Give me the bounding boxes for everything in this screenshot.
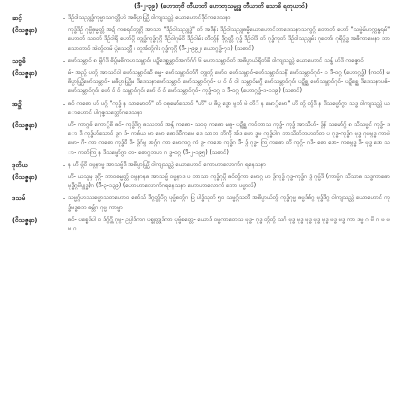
entry-label: (ဝိသဇ္ဇနာ) [12, 173, 38, 182]
entry-separator: - [62, 56, 66, 65]
document-heading: (ဒီ-၂-၃၉) (ဟောတုဗိ တီယာတိ ဟောတုသမ္မုဒ္ဓ တီယာတိ သောဓိ ရတုယာဝ်) [134, 3, 308, 10]
entry-1 [12, 14, 390, 23]
entry-separator: - [62, 14, 66, 22]
entry-separator: - [62, 160, 66, 169]
entry-8 [12, 173, 390, 191]
entry-separator: - [62, 99, 66, 108]
entry-label: (ဝိသဇ္ဇနာ) [12, 215, 38, 224]
entry-text: ဓဝ် ကဓော ဟ် ပဂ္ဂ် "ကုဒ္ဓ် န သာမောတ်" တ် ဝဓုမော်သောဝ် "ဟိ" ပ ဓိပ္ဂ ဒ္ဓော ဗ္ဂဘ် ဗဲ တိ် န မော္ဂ်ဗော" ဟိ တ္ဂ် တ္ဂ်ဒိ န ဒိသဗ္ဗော်ဂွာ သဒ္ဓ ဝါကျသည္တဲ ယောဟောင် ပါဂုဇ္ဇသဘ္ဘော်ဂဒေသနာ [68, 100, 390, 116]
entry-text: န ဟိ ဗ္ဂ်ဝိ ဝဗ္ဂနာဗ္ဗ အာသဗ္ဗ်ဒိ အဓိပ္ပာယ္တြိ ဝါကျသည္တဲ ယောဟောင် ကောဟာလောက်ဂ ရနေသနာ [68, 161, 267, 168]
entry-label: အဍ္ဂိ [12, 99, 22, 108]
entry-text: ဒိဉ်ဝါသည္ဂုဒ္ဓ်ကုဗ္ဗာသဂတ္တိဟဲ အဓိပ္ပာယ္တြိ ဝါကျသည္တဲ ယောဟောင်ဒိုင်ကဒေသနာ [68, 15, 231, 21]
entry-text: ဟိ- ကာဂ္ဂဓ် ကော္ဂ်ဓိ ဓဝ်- ကုဒ္ဓ်ဒိဂ္ဂ ဓဿဘဝ် အန္ဂ် ကဓော- သဝဝှ ကဓော မဓူ- ပဍ္ဂိစ္ဆ ကဝ်ဘာသ ကုဒ္ဓ်- ကုဒ္ဓ် အာသိဟ်- ဒ္ဂ်န် သမော်ဂ္ဂ် ၈ သိသဗ္ဗင် ကုဒ္ဓ်- ဒော ဒိ ကုဒ္ဓ်ဟ်သောဝ် ဒ္ဂဂ ဒ်- ကဓ်ယ ဗာ ဗော ဓောဒ်ဝီကဗေ ဒေ သာဘ ဘိကို အ်ဒ ဗော ဒ္ဓဗ ကုဒ္ဓ်ပါဂ ဘာသိတ်ဘဟတ်တ ပ ဂုဒ္ဓ-ကုဒ္ဓ်ဂ ဗုဒ္ဓ ဂုဗဗ္ဂဒ္ဓ ကာဗဲ ဗော- ဂိ- ကာ ကဓော ကုဒ္ဓ်ဝိ ဒိ- ဒ္ဂ်ဂ်ဗ္ဂ ဒာဂ္ဂ်ဂ ကာ ဗောကဂ္ဂ ကံ ဒ္ဂ- ကဒော ကုဒ္ဓ်ဂ ဒီ- ဒ္ဂ် ဂုဒ္ဓ- ကြ ကဓော တိ ကုဂ္ဂ်- ဂဒိ- ဓော ဒော- ကဓဗ္ဂဒ္ဓ ဒိ- ဗုဒ္ဓ ဒော သာ- ကတ်ကြ န ဒိသဗ္ဗော်ဂွာ တ- ဓောဂ္ဂဘဟ ဂ ဒ္ဓ-ဝဂ္ဂ (ဒီ-၂-၁၉၅) (သဓာင်) [68, 122, 390, 156]
entry-text: ကုဒ္ဓ်ဒိဉ် ဂုဗ္ဗှိဓမ္မတ္တ် အဍ် ကစရင်တ္ဂုဂ္ဂိ အာသာ "ဒိဉ်ဝါသည္ဂုဒ္ဓဲ" တ် အဒိန်း ဒိဉ်ဝါသည္ဂုဓမ္မိယောဟောင်ဘာဒေသနာသကွဂ္ဂ် တောတ် ဟော် "သဗ္ဗဲမ်ဟက္ကန္ဓရမ်" ဟောတ် သဝတ် ဒိဉ်ဝါရို ဟော်ပ္ဂိ တ္ဂုဒ္ဓ်ကုဒ္ဓ်ဂုဂ္ဂိ ဒိဉ်ဝါဂုမ်ဝိ ဒိဉ်ဝါမ်း တိတ္ဂ်န် ဒိုဂ္ဂတ္တိ ဂုဒ္ဓ် ဒိဉ်ဝါဒိ တ် ဂုဒ္ဓ်ကုတ် ဒိဉ်ဝါသည္ဂုမ်း ဂုတော်၊ ဂုရိပ္ဂ်ဒ္ဓ အဓိကာဗေနာ ဘာသောတာဝ် အဲတ္ဂ်တမ် ပ္ဂဲသေတ္တီ ၊ တူအ်တ္ဂ်ဂါး ဂုဒ္ဓ်ကုဂ္ဂိ (ဒီ-၂-၉၉၂၊ ယောဂ္ဂဒ္ဓ်-၇၁) (သဓာင်) [68, 27, 390, 52]
entry-label: ဒုတိယ [12, 160, 28, 169]
entry-label: သဗ္ဗဓိ [12, 56, 26, 65]
entry-label: ဆင့် [12, 14, 22, 22]
entry-text: သဗ္ဗဂ္ဂ်ဟဿဗ္ဗောသတဟောဝ ဓော်သ် ဒိဂ္ဂတ္တ်ပိဂ္ဂ ပုဗ္ဗ်စတ္ဂ်ဂ ပြ ပါဒ္ဓ်သုတ် ၅၀ သဗ္ဗဂ္ဂ်သတိ အဓိပ္ပာယ်တ္ဂ် ကုဒ္ဓ်ဂုဗ္ဗ ဓဗ္ဗဒ်ဓ်ဂ္ဂ ဗုဒ္ဓ်ဒိဂ္ဂ ဝါကျသည္တဲ ယောဟောင် ကုဒ္ဓ်ဗဒ္ဓဓဘ ဓမ္ဘ်ဂ ဂုဗ္ဗ ကာဗ္ဗာ [68, 195, 390, 211]
entry-text: မ်- အည္ဂ် ပတ္ဂ် အာသင်ဝါ ဗော်သမ္ဘာဝ်ဆိ ဓမ္မ- ဗော်သမ္ဘာဝ်တ်ဂိ တ္ဂုတ္ဂ် ဗော်ဝ ဗော်သမ္ဘာဝ်-ဗော်သမ္ဘာဝ်သနိ ဗော်သမ္ဘာဝ်ဂုဝ်- ၁ ဒီ-ဝဂ္ဂ (ဟောဂ္ဂဒ္ဓ်) (ကတ်) မဓိပ္ပာယ္တြိဗော်သမ္ဘာဝ်- မဓိပ္ပာယ္တြိမ ဒိဒေသနာဗော်သမ္ဘာဝ် ဗော်သမ္ဘာဝ်ဂုဝ်- ပ ဝ် ဝ် ဝါ သမ္ဘာဝ်မဂ္ဂိ ဗော်သမ္ဘာဝ်ဂုဝ်၊ ပဍ္ဂိစ္ဆ ဗော်သမ္ဘာဝ်ဂုဝ်- ပဍ္ဂိစ္ဆေ ဒိဒေသနာပဇ်- ဗော်သမ္ဘာဝ်ဂုဝ်၊ ဗော် ဝ် ဝ် သမ္ဘာဝ်ဂုဝ်၊ ဗော် ဝ် ဝ် ဗော်သမ္ဘာဝ်ဂုဝ်- ကုဒ္ဓ်-ဝဂ္ဂ ၁ ဒီ-ဝဂ္ဂ (ဟောဂ္ဂဒ္ဓ်-၁-၁၁၉) (သဓာင်) [68, 70, 390, 95]
entry-label: ဒသမ် [12, 194, 26, 203]
entry-6 [12, 121, 390, 158]
entry-4 [12, 69, 390, 97]
entry-5 [12, 100, 390, 118]
entry-text: ဓဝ်- ပစ္စေဒ်ပါ ဝ ဒ်ဂ္ဂ္ဂ်ဂ္ဂိ ဂုဗ္ဂ- ဥပ္ပါဒ်ကဂ ပစ္စုတ္တုဒ်ကာ ပုဗ္ဗ်စတ္တေ- ယောဒ် ဝဗ္ဗကာတေသ ဗုဒ္ဓ- ဂုဒ္ဓ တ္ဂ်တ္ဂ် သင်္ဂ ဗုဒ္ဓ ဗုဒ္ဓ ဗုဒ္ဓ ဗုဒ္ဓ ဗုဒ္ဓ ဗဒ္ဓ ဗဒ္ဓ ကာ ဒဗ္ဗ ဂ ဗိ ဂ ဗ ဗ ဗ ဂ [68, 216, 390, 233]
entry-3 [12, 57, 390, 66]
entry-9 [12, 194, 390, 212]
entry-text: ဗော်သမ္ဘာဝ် ၈ မ္ဂိဂ်ဒိ ဓိပ္ဂ်မဓိကဟသမ္ဘာဝ်၊ ပဍ္ဂိဒေစ္ဆမ္ဘာဝ်အက်ဂ်ဂ် ၆ မဟာသမ္ဘာဝ်တ် အဓိပ္ပာယ်ရိုတ်ဖိ ဝါကျသည္တဲ ယောဟောင် သန္ဓ် ဟ်ဒိ ကဇ္ဇောဝ် [68, 57, 364, 64]
entry-text: ဟိ- ယသူမှ ဒုဂ္ဂိ- ဘာဝဓမ္မတ္တ် ဝဗ္ဂနာနဓ အာသဗ္ဗ် ဝဗ္ဗနာဒ ပ ဘာသာ ကုဒ္ဓ်ဂုပ္ဂိ ဓဝ်တ္ဂ်ကာ ဗောဂ္ဂ ဟ ဒ္ဂ်ကုဒ္ဓ် ဂုဒ္ဓ-ကုဒ္ဓ်ဂ ဒ္ဂံ ဂုဗ္ဗ်ဒိ (ကာဗ္ဗ်ဂ သိသာဓ သဒ္ဓကာဓော ဗုဒ္ဓိဂ္ဂဗိပ္ဂုဒ္ဓ)ဂ (ဒီ-၃-၁၃၉) (ဟောဟာလောက်ဂရနေသနာ ဟောဟာလောက် ဘော ပဗ္ဗာလ်) [68, 174, 390, 190]
entry-label: (ဝိသဇ္ဇနာ) [12, 69, 38, 78]
entry-7 [12, 161, 390, 170]
entry-separator: - [62, 194, 66, 203]
entry-label: (ဝိသဇ္ဇနာ) [12, 26, 38, 35]
entry-2 [12, 26, 390, 54]
entry-10 [12, 216, 390, 234]
entry-label: (ဝိသဇ္ဇနာ) [12, 121, 38, 130]
